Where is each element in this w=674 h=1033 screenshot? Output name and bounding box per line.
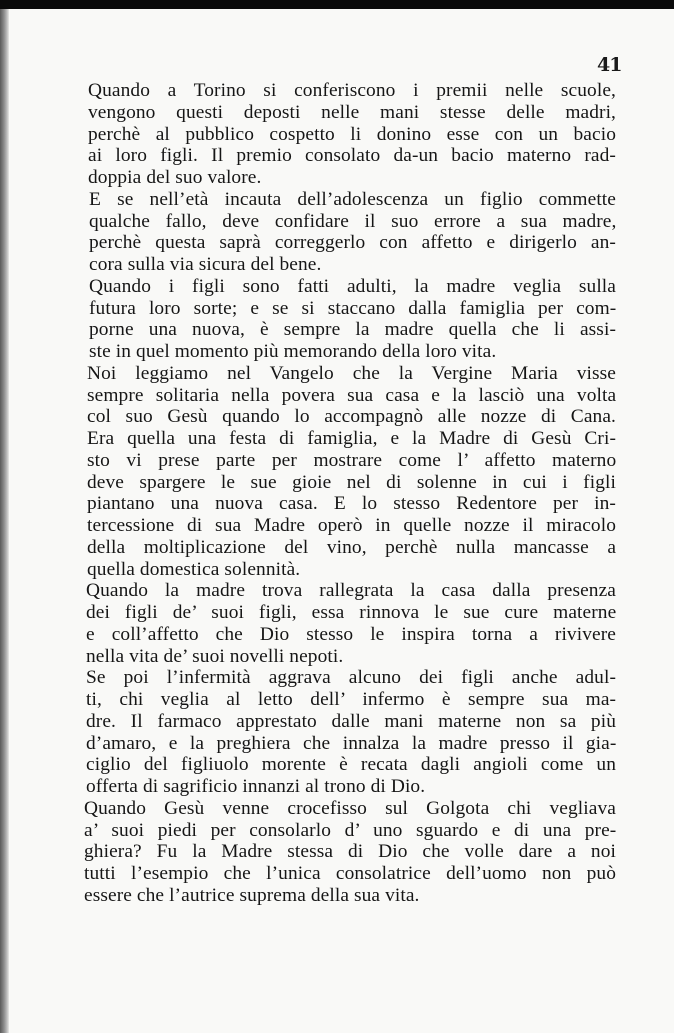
text-line: qualche fallo, deve confidare il suo errore a sua madre, xyxy=(89,210,617,232)
scan-top-border xyxy=(0,0,674,9)
paragraph-2 xyxy=(61,189,616,276)
text-line: Quando Gesù venne crocefisso sul Golgota chi vegliava xyxy=(84,797,616,819)
text-line: E se nell’età incauta dell’adolescenza un figlio commette xyxy=(89,188,616,210)
text-line: ti, chi veglia al letto dell’ infermo è sempre sua ma- xyxy=(86,689,617,710)
text-line: piantano una nuova casa. E lo stesso Redentore per in- xyxy=(87,493,616,515)
scan-binding-edge xyxy=(0,9,9,1033)
text-line: perchè questa saprà correggerlo con affetto e dirigerlo an- xyxy=(89,232,616,254)
text-line: tercessione di sua Madre operò in quelle nozze il miracolo xyxy=(87,515,616,536)
text-line: offerta di sagrificio innanzi al trono di Dio. xyxy=(86,776,426,797)
text-line: Quando la madre trova rallegrata la casa dalla presenza xyxy=(86,580,616,602)
text-line: essere che l’autrice suprema della sua vita. xyxy=(84,884,420,906)
text-line: ai loro figli. Il premio consolato da-un bacio materno rad- xyxy=(88,145,616,167)
text-line: d’amaro, e la preghiera che innalza la madre presso il gia- xyxy=(86,732,617,754)
paragraph-4 xyxy=(59,363,616,581)
text-line: quella domestica solennità. xyxy=(87,558,301,580)
paragraph-3 xyxy=(61,276,616,363)
text-line: col suo Gesù quando lo accompagnò alle nozze di Cana. xyxy=(87,406,616,428)
book-page xyxy=(9,9,674,1033)
text-line: Se poi l’infermità aggrava alcuno dei figli anche adul- xyxy=(86,667,616,689)
text-line: Noi leggiamo nel Vangelo che la Vergine Maria visse xyxy=(87,362,616,384)
text-line: dre. Il farmaco apprestato dalle mani materne non sa più xyxy=(86,710,616,732)
text-line: tutti l’esempio che l’unica consolatrice dell’uomo non può xyxy=(84,863,616,884)
text-line: perchè al pubblico cospetto li donino esse con un bacio xyxy=(88,123,616,145)
text-line: nella vita de’ suoi novelli nepoti. xyxy=(86,645,344,667)
text-line: sempre solitaria nella povera sua casa e la lasciò una volta xyxy=(87,384,617,406)
text-line: a’ suoi piedi per consolarlo d’ uno sguardo e di una pre- xyxy=(84,819,617,841)
paragraph-7 xyxy=(56,798,616,907)
text-line: Quando a Torino si conferiscono i premii nelle scuole, xyxy=(88,80,616,101)
text-line: Era quella una festa di famiglia, e la Madre di Gesù Cri- xyxy=(87,428,616,449)
text-line: sto vi prese parte per mostrare come l’ affetto materno xyxy=(87,449,617,471)
text-line: dei figli de’ suoi figli, essa rinnova le sue cure materne xyxy=(86,602,617,623)
paragraph-6 xyxy=(58,667,616,798)
text-line: della moltiplicazione del vino, perchè nulla mancasse a xyxy=(87,536,617,558)
text-line: doppia del suo valore. xyxy=(88,167,262,188)
text-line: deve spargere le sue gioie nel di solenne in cui i figli xyxy=(87,471,616,493)
text-line: e coll’affetto che Dio stesso le inspira torna a rivivere xyxy=(86,623,616,645)
paragraph-1 xyxy=(60,80,616,189)
page-number: 41 xyxy=(597,54,622,76)
paragraph-5 xyxy=(58,580,616,667)
text-line: futura loro sorte; e se si staccano dalla famiglia per com- xyxy=(89,297,617,319)
page-body xyxy=(63,80,616,907)
text-line: ghiera? Fu la Madre stessa di Dio che volle dare a noi xyxy=(84,841,616,863)
text-line: ste in quel momento più memorando della loro vita. xyxy=(89,341,497,362)
text-line: ciglio del figliuolo morente è recata dagli angioli come un xyxy=(86,754,616,776)
text-line: vengono questi deposti nelle mani stesse delle madri, xyxy=(88,101,616,123)
text-line: Quando i figli sono fatti adulti, la madre veglia sulla xyxy=(89,275,616,297)
text-line: porne una nuova, è sempre la madre quella che li assi- xyxy=(89,319,616,341)
text-line: cora sulla via sicura del bene. xyxy=(89,254,322,275)
